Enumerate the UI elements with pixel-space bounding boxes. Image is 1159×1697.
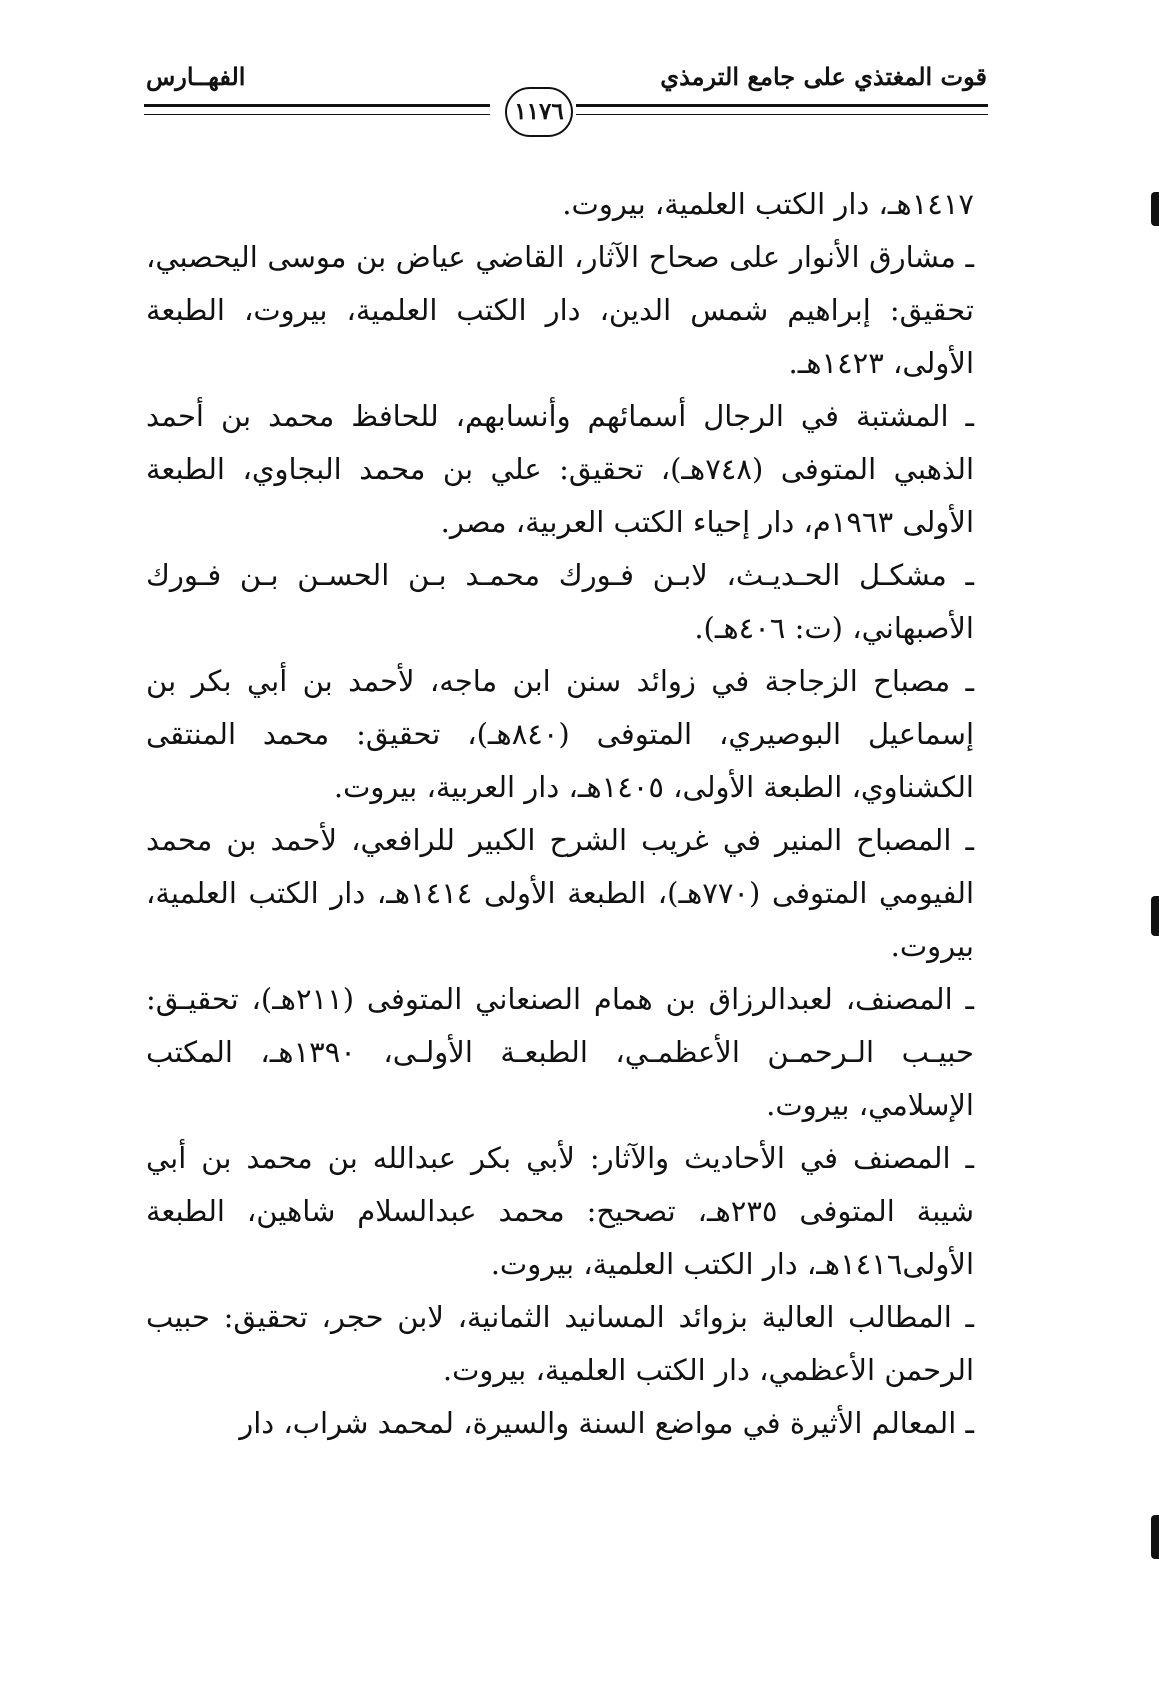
scan-edge-mark <box>1151 192 1159 226</box>
bibliography-entry: ـ المعالم الأثيرة في مواضع السنة والسيرة، لمحمد شراب، دار <box>239 1406 974 1440</box>
running-header-section: الفهــارس <box>146 62 246 91</box>
bibliography-entry: ـ مشكـل الحـديـث، لابـن فـورك محمـد بـن الحسـن بـن فـورك الأصبهاني، (ت: ٤٠٦هـ). <box>146 558 974 645</box>
bibliography-entry: ـ المطالب العالية بزوائد المسانيد الثمانية، لابن حجر، تحقيق: حبيب الرحمن الأعظمي، دار الكتب العلمية، بيروت. <box>146 1300 974 1387</box>
bibliography-list <box>146 178 974 1450</box>
bibliography-entry: ـ المصباح المنير في غريب الشرح الكبير للرافعي، لأحمد بن محمد الفيومي المتوفى (٧٧٠هـ)، الطبعة الأولى ١٤١٤هـ، دار الكتب العلمية، بيروت. <box>146 823 975 963</box>
header-rule-right <box>576 104 988 115</box>
bibliography-entry: ـ مصباح الزجاجة في زوائد سنن ابن ماجه، لأحمد بن أبي بكر بن إسماعيل البوصيري، المتوفى (٨٤٠هـ)، تحقيق: محمد المنتقى الكشناوي، الطبعة الأولى، ١٤٠٥هـ، دار العربية، بيروت. <box>146 664 974 804</box>
scan-edge-mark <box>1151 896 1159 936</box>
bibliography-entry: ـ المشتبة في الرجال أسمائهم وأنسابهم، للحافظ محمد بن أحمد الذهبي المتوفى (٧٤٨هـ)، تحقيق: علي بن محمد البجاوي، الطبعة الأولى ١٩٦٣م، دار إحياء الكتب العربية، مصر. <box>146 399 975 539</box>
bibliography-entry: ١٤١٧هـ، دار الكتب العلمية، بيروت. <box>562 187 974 221</box>
bibliography-entry: ـ مشارق الأنوار على صحاح الآثار، القاضي عياض بن موسى اليحصبي، تحقيق: إبراهيم شمس الدين، دار الكتب العلمية، بيروت، الطبعة الأولى، ١٤٢٣هـ. <box>146 240 974 380</box>
bibliography-entry: ـ المصنف، لعبدالرزاق بن همام الصنعاني المتوفى (٢١١هـ)، تحقيـق: حبيـب الـرحمـن الأعظمـي، الطبعـة الأولـى، ١٣٩٠هـ، المكتب الإسلامي، بيروت. <box>146 982 974 1122</box>
page-number-badge: ١١٧٦ <box>505 87 573 137</box>
scan-edge-mark <box>1151 1515 1159 1559</box>
header-rule-left <box>144 104 490 115</box>
bibliography-entry: ـ المصنف في الأحاديث والآثار: لأبي بكر عبدالله بن محمد بن أبي شيبة المتوفى ٢٣٥هـ، تصحيح: محمد عبدالسلام شاهين، الطبعة الأولى١٤١٦هـ، دار الكتب العلمية، بيروت. <box>146 1141 974 1281</box>
running-header-title: قوت المغتذي على جامع الترمذي <box>660 62 987 91</box>
